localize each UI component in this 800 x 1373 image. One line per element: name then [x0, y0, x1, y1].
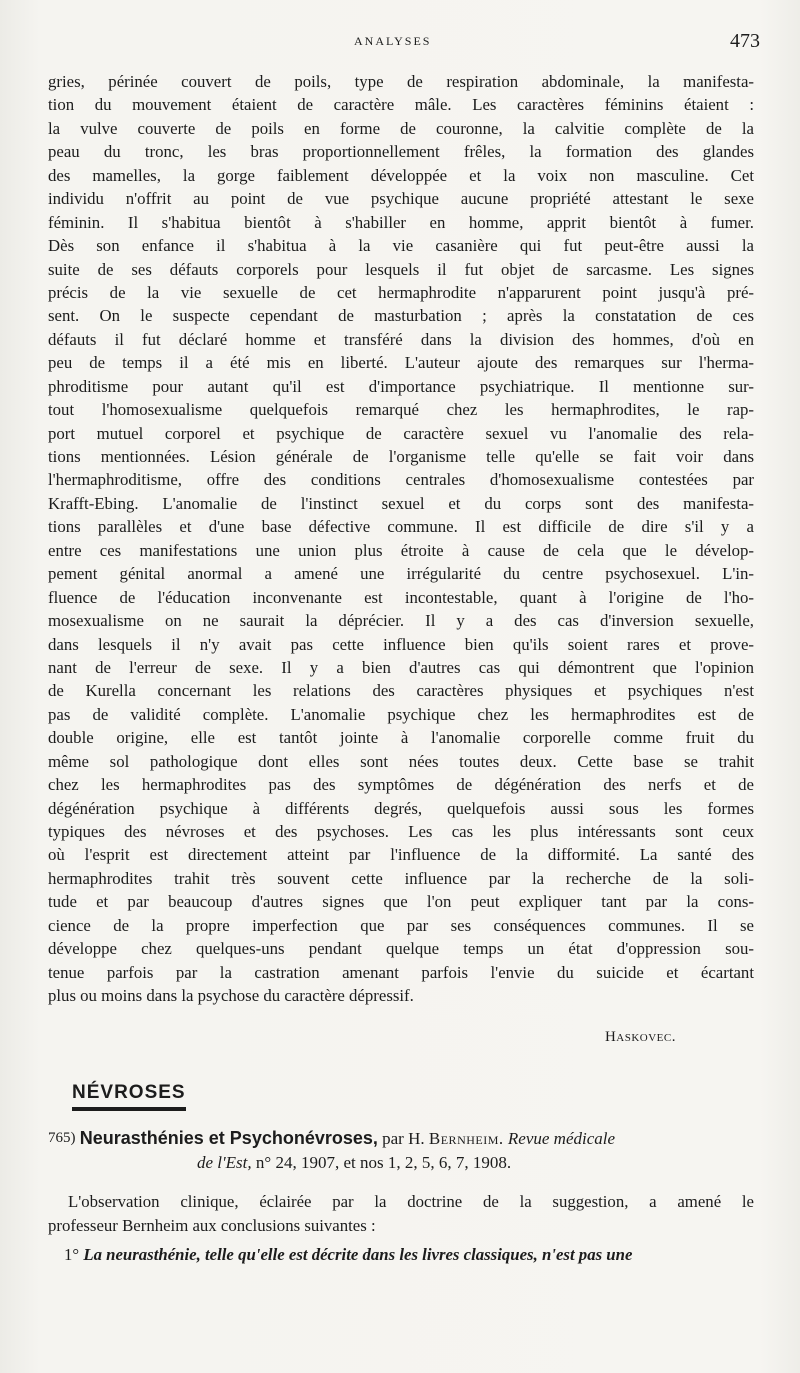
conclusion-number: 1°	[64, 1245, 80, 1264]
text-line: typiques des névroses et des psychoses. Les cas les plus intéressants sont ceux	[48, 822, 754, 841]
text-line: même sol pathologique dont elles sont nées toutes deux. Cette base se trahit	[48, 751, 754, 771]
text-line: individu n'offrit au point de vue psychique aucune propriété attestant le sexe	[48, 189, 754, 209]
text-line: entre ces manifestations une union plus étroite à cause de cela que le dévelop-	[48, 540, 754, 560]
entry-by: par	[382, 1129, 404, 1148]
conclusion-1	[64, 1243, 754, 1267]
author-name: Bernheim.	[428, 1129, 504, 1148]
text-line: sent. On le suspecte cependant de masturbation ; après la constatation de ces	[48, 306, 754, 326]
text-line: tions mentionnées. Lésion générale de l'organisme telle qu'elle se fait voir dans	[48, 447, 754, 466]
text-line: fluence de l'éducation inconvenante est incontestable, quant à l'origine de l'ho-	[48, 587, 754, 607]
text-line: port mutuel corporel et psychique de caractère sexuel vu l'anomalie des rela-	[48, 423, 754, 443]
text-line: chez les hermaphrodites pas des symptômes de dégénération des nerfs et de	[48, 775, 754, 795]
text-line: Dès son enfance il s'habitua à la vie casanière qui fut peut-être aussi la	[48, 236, 754, 256]
text-line: cience de la propre imperfection que par ses conséquences communes. Il se	[48, 915, 754, 935]
text-line: plus ou moins dans la psychose du caractère dépressif.	[48, 986, 414, 1006]
text-line: dans lesquels il n'y avait pas cette influence bien qu'ils soient rares et prove-	[48, 634, 754, 654]
text-line: peu de temps il a été mis en liberté. L'auteur ajoute des remarques sur l'herma-	[48, 353, 754, 373]
text-line: pas de validité complète. L'anomalie psychique chez les hermaphrodites est de	[48, 704, 754, 724]
text-line: tion du mouvement étaient de caractère mâle. Les caractères féminins étaient :	[48, 95, 754, 115]
text-line: où l'esprit est directement atteint par l'influence de la difformité. La santé des	[48, 845, 754, 865]
text-line: défauts il fut déclaré homme et transféré dans la division des hommes, d'où en	[48, 329, 754, 349]
bibliographic-entry	[48, 1126, 758, 1175]
text-line: des mamelles, la gorge faiblement développée et la voix non masculine. Cet	[48, 165, 754, 185]
text-line: double origine, elle est tantôt jointe à l'anomalie corporelle comme fruit du	[48, 728, 754, 748]
conclusion-text: La neurasthénie, telle qu'elle est décrite dans les livres classiques, n'est pas une	[83, 1245, 633, 1264]
journal-name-cont: de l'Est,	[197, 1153, 252, 1172]
text-line: gries, périnée couvert de poils, type de respiration abdominale, la manifesta-	[48, 72, 754, 91]
text-line: féminin. Il s'habitua bientôt à s'habiller en homme, apprit bientôt à fumer.	[48, 212, 754, 232]
text-line: hermaphrodites trahit très souvent cette influence par la recherche de la soli-	[48, 868, 754, 888]
page-number: 473	[730, 30, 760, 52]
text-line: tude et par beaucoup d'autres signes que l'on peut expliquer tant par la cons-	[48, 892, 754, 912]
text-line: l'hermaphroditisme, offre des conditions centrales d'homosexualisme contestées par	[48, 470, 754, 490]
running-head: ANALYSES	[354, 34, 432, 48]
text-line: tenue parfois par la castration amenant parfois l'envie du suicide et écartant	[48, 962, 754, 982]
intro-line-2: professeur Bernheim aux conclusions suivantes :	[48, 1216, 376, 1235]
abstract-intro	[48, 1190, 754, 1238]
author-initial: H.	[408, 1129, 425, 1148]
text-line: Krafft-Ebing. L'anomalie de l'instinct sexuel et du corps sont des manifesta-	[48, 493, 754, 513]
text-line: nant de l'erreur de sexe. Il y a bien d'autres cas qui démontrent que l'opinion	[48, 657, 754, 677]
review-body-text	[48, 70, 754, 1008]
text-line: pement génital anormal a amené une irrégularité du centre psychosexuel. L'in-	[48, 564, 754, 584]
entry-line-2	[48, 1151, 758, 1175]
text-line: suite de ses défauts corporels pour lesquels il fut objet de sarcasme. Les signes	[48, 259, 754, 279]
text-line: tions parallèles et d'une base défective commune. Il est difficile de dire s'il y a	[48, 517, 754, 537]
journal-issues: n° 24, 1907, et nos 1, 2, 5, 6, 7, 1908.	[255, 1153, 512, 1172]
text-line: dégénération psychique à différents degrés, quelquefois aussi sous les formes	[48, 798, 754, 818]
text-line: précis de la vie sexuelle de cet hermaphrodite n'apparurent point jusqu'à pré-	[48, 282, 754, 302]
text-line: phroditisme pour autant qu'il est d'importance psychiatrique. Il mentionne sur-	[48, 376, 754, 396]
reviewer-signature: Haskovec.	[604, 1029, 676, 1045]
text-line: tout l'homosexualisme quelquefois remarqué chez les hermaphrodites, le rap-	[48, 400, 754, 420]
text-line: de Kurella concernant les relations des caractères physiques et psychiques n'est	[48, 681, 754, 701]
text-line: la vulve couverte de poils en forme de couronne, la calvitie complète de la	[48, 118, 754, 138]
section-heading: NÉVROSES	[72, 1082, 186, 1111]
entry-number: 765)	[48, 1130, 76, 1146]
text-line: développe chez quelques-uns pendant quelque temps un état d'oppression sou-	[48, 939, 754, 959]
text-line: peau du tronc, les bras proportionnellement frêles, la formation des glandes	[48, 142, 754, 162]
intro-line-1: L'observation clinique, éclairée par la doctrine de la suggestion, a amené le	[68, 1192, 754, 1211]
entry-title: Neurasthénies et Psychonévroses,	[79, 1128, 378, 1148]
text-line: mosexualisme on ne saurait la déprécier. Il y a des cas d'inversion sexuelle,	[48, 611, 754, 631]
page-header	[0, 30, 800, 54]
journal-name: Revue médicale	[507, 1129, 616, 1148]
